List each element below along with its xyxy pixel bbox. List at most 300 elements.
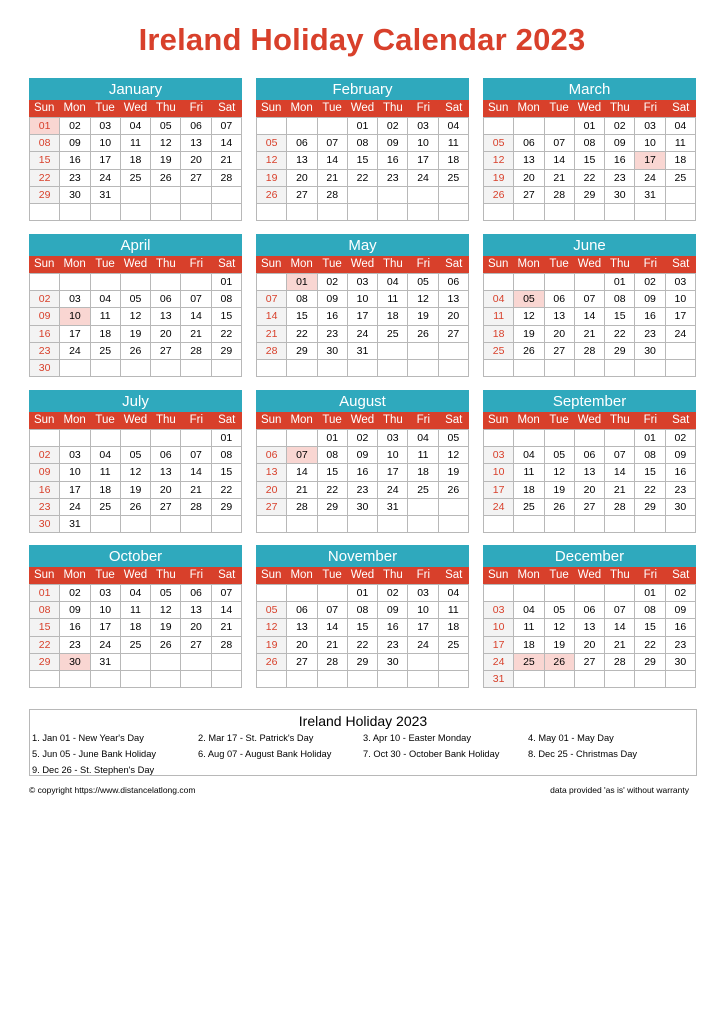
month-name: December [483,545,696,567]
week-row [257,671,469,688]
day-cell: 04 [121,118,151,135]
holiday-day-cell: 01 [287,274,317,291]
month-name: February [256,78,469,100]
week-row [30,430,242,447]
empty-day-cell [348,204,378,221]
holiday-item: 2. Mar 17 - St. Patrick's Day [198,733,314,743]
empty-day-cell [181,671,211,688]
empty-day-cell [121,671,151,688]
empty-day-cell [408,671,438,688]
day-cell: 09 [635,291,665,308]
day-cell: 17 [348,308,378,325]
day-grid [483,429,696,533]
week-row [30,447,242,464]
week-row [257,326,469,343]
day-cell: 27 [575,499,605,516]
weekday-label: Sat [218,102,236,114]
day-cell: 23 [60,170,90,187]
day-cell: 23 [348,482,378,499]
day-cell: 04 [484,291,514,308]
week-row [30,360,242,377]
day-cell: 02 [318,274,348,291]
month-name: June [483,234,696,256]
day-cell: 26 [257,654,287,671]
day-cell: 02 [60,118,90,135]
empty-day-cell [484,274,514,291]
day-cell: 19 [257,170,287,187]
empty-day-cell [181,274,211,291]
day-cell: 07 [181,447,211,464]
day-cell: 03 [60,291,90,308]
day-cell: 02 [30,291,60,308]
weekday-header [483,100,696,117]
day-cell: 07 [318,135,348,152]
empty-day-cell [378,187,408,204]
month-name: July [29,390,242,412]
weekday-label: Sun [487,258,509,270]
day-cell: 08 [348,602,378,619]
weekday-label: Sun [260,569,282,581]
day-cell: 01 [575,118,605,135]
week-row [30,118,242,135]
week-row [484,671,696,688]
day-cell: 16 [348,464,378,481]
day-cell: 22 [635,637,665,654]
day-cell: 28 [605,654,635,671]
day-cell: 20 [151,482,181,499]
weekday-label: Tue [549,102,569,114]
empty-day-cell [514,360,544,377]
day-cell: 28 [212,637,242,654]
day-cell: 07 [212,585,242,602]
empty-day-cell [151,516,181,533]
weekday-header [483,256,696,273]
day-cell: 06 [257,447,287,464]
empty-day-cell [439,499,469,516]
day-cell: 23 [318,326,348,343]
week-row [257,464,469,481]
empty-day-cell [378,343,408,360]
day-cell: 11 [378,291,408,308]
empty-day-cell [318,360,348,377]
weekday-header [29,256,242,273]
day-cell: 13 [181,602,211,619]
weekday-label: Mon [63,569,86,581]
day-cell: 11 [514,619,544,636]
empty-day-cell [287,430,317,447]
day-cell: 29 [348,654,378,671]
day-cell: 09 [60,602,90,619]
weekday-label: Sat [218,569,236,581]
holiday-item: 1. Jan 01 - New Year's Day [32,733,144,743]
day-cell: 29 [318,499,348,516]
day-cell: 23 [378,170,408,187]
empty-day-cell [181,204,211,221]
day-cell: 13 [287,152,317,169]
week-row [484,326,696,343]
day-cell: 14 [181,308,211,325]
week-row [484,343,696,360]
week-row [484,152,696,169]
day-cell: 07 [318,602,348,619]
day-cell: 18 [91,326,121,343]
day-cell: 03 [348,274,378,291]
day-cell: 14 [212,135,242,152]
day-cell: 07 [545,135,575,152]
empty-day-cell [318,585,348,602]
holiday-day-cell: 30 [60,654,90,671]
week-row [257,482,469,499]
day-cell: 17 [484,482,514,499]
day-cell: 13 [257,464,287,481]
day-cell: 26 [439,482,469,499]
empty-day-cell [514,671,544,688]
week-row [257,274,469,291]
day-cell: 30 [30,516,60,533]
day-cell: 16 [666,464,696,481]
day-cell: 14 [212,602,242,619]
day-cell: 24 [484,499,514,516]
empty-day-cell [484,430,514,447]
weekday-header [29,100,242,117]
month-november [256,545,469,688]
day-cell: 09 [605,135,635,152]
day-cell: 07 [257,291,287,308]
empty-day-cell [484,516,514,533]
day-cell: 23 [378,637,408,654]
week-row [30,152,242,169]
weekday-label: Tue [95,258,115,270]
holiday-item: 4. May 01 - May Day [528,733,614,743]
day-cell: 15 [318,464,348,481]
empty-day-cell [514,118,544,135]
day-cell: 09 [318,291,348,308]
empty-day-cell [151,430,181,447]
day-cell: 02 [378,585,408,602]
week-row [257,152,469,169]
day-cell: 08 [30,135,60,152]
day-cell: 20 [287,637,317,654]
empty-day-cell [605,360,635,377]
day-cell: 11 [91,464,121,481]
empty-day-cell [257,430,287,447]
day-cell: 21 [181,482,211,499]
day-cell: 22 [605,326,635,343]
day-cell: 28 [257,343,287,360]
week-row [257,637,469,654]
day-cell: 01 [635,430,665,447]
day-cell: 13 [514,152,544,169]
day-grid [29,429,242,533]
empty-day-cell [348,516,378,533]
day-cell: 31 [635,187,665,204]
month-name: November [256,545,469,567]
empty-day-cell [408,343,438,360]
empty-day-cell [91,516,121,533]
month-september [483,390,696,533]
weekday-label: Mon [290,258,313,270]
weekday-label: Sat [672,414,690,426]
empty-day-cell [121,204,151,221]
weekday-label: Fri [416,414,431,426]
empty-day-cell [439,654,469,671]
week-row [30,308,242,325]
day-cell: 29 [605,343,635,360]
day-cell: 21 [575,326,605,343]
day-cell: 06 [439,274,469,291]
empty-day-cell [545,516,575,533]
day-cell: 03 [484,447,514,464]
weekday-label: Wed [577,569,602,581]
day-cell: 14 [257,308,287,325]
day-cell: 13 [545,308,575,325]
day-cell: 22 [30,637,60,654]
day-cell: 05 [257,135,287,152]
week-row [484,118,696,135]
weekday-label: Thu [609,569,630,581]
day-cell: 23 [30,499,60,516]
empty-day-cell [91,430,121,447]
month-name: March [483,78,696,100]
day-cell: 28 [318,654,348,671]
day-cell: 15 [635,619,665,636]
day-cell: 26 [257,187,287,204]
day-cell: 11 [408,447,438,464]
day-cell: 10 [60,464,90,481]
day-cell: 30 [635,343,665,360]
day-cell: 09 [378,602,408,619]
day-cell: 22 [575,170,605,187]
day-cell: 20 [514,170,544,187]
empty-day-cell [212,671,242,688]
empty-day-cell [514,204,544,221]
day-cell: 26 [514,343,544,360]
day-cell: 15 [30,152,60,169]
weekday-label: Fri [416,102,431,114]
day-cell: 16 [30,482,60,499]
day-cell: 01 [635,585,665,602]
day-cell: 02 [635,274,665,291]
day-cell: 03 [91,118,121,135]
day-cell: 08 [212,447,242,464]
day-cell: 29 [635,499,665,516]
day-cell: 31 [378,499,408,516]
empty-day-cell [287,360,317,377]
day-cell: 21 [545,170,575,187]
week-row [257,308,469,325]
day-cell: 15 [348,619,378,636]
day-cell: 15 [575,152,605,169]
day-cell: 15 [287,308,317,325]
day-cell: 24 [348,326,378,343]
month-name: January [29,78,242,100]
day-cell: 16 [378,152,408,169]
weekday-label: Sat [672,569,690,581]
day-cell: 01 [318,430,348,447]
weekday-label: Tue [95,414,115,426]
day-cell: 14 [575,308,605,325]
week-row [30,326,242,343]
empty-day-cell [635,671,665,688]
day-cell: 10 [484,619,514,636]
day-cell: 08 [348,135,378,152]
weekday-label: Wed [350,414,375,426]
day-cell: 08 [287,291,317,308]
month-name: August [256,390,469,412]
empty-day-cell [318,671,348,688]
day-cell: 02 [666,585,696,602]
empty-day-cell [151,187,181,204]
empty-day-cell [287,671,317,688]
day-cell: 25 [484,343,514,360]
day-cell: 23 [30,343,60,360]
day-cell: 07 [212,118,242,135]
week-row [30,274,242,291]
week-row [257,585,469,602]
holiday-day-cell: 10 [60,308,90,325]
day-cell: 21 [605,482,635,499]
day-cell: 19 [514,326,544,343]
empty-day-cell [575,360,605,377]
day-cell: 30 [348,499,378,516]
day-cell: 22 [212,482,242,499]
day-cell: 03 [408,118,438,135]
holiday-day-cell: 26 [545,654,575,671]
day-cell: 31 [348,343,378,360]
empty-day-cell [121,360,151,377]
day-cell: 19 [257,637,287,654]
day-cell: 29 [635,654,665,671]
day-grid [483,273,696,377]
holiday-day-cell: 05 [514,291,544,308]
empty-day-cell [484,585,514,602]
day-grid [29,117,242,221]
empty-day-cell [287,516,317,533]
day-cell: 07 [181,291,211,308]
empty-day-cell [60,274,90,291]
week-row [484,464,696,481]
empty-day-cell [484,360,514,377]
page-title: Ireland Holiday Calendar 2023 [138,22,586,57]
day-cell: 15 [635,464,665,481]
week-row [484,637,696,654]
weekday-label: Wed [577,414,602,426]
week-row [257,602,469,619]
disclaimer-text: data provided 'as is' without warranty [550,785,689,795]
day-cell: 25 [91,343,121,360]
day-cell: 12 [514,308,544,325]
day-cell: 29 [212,499,242,516]
empty-day-cell [257,671,287,688]
day-cell: 19 [484,170,514,187]
day-cell: 06 [151,447,181,464]
day-cell: 18 [121,619,151,636]
empty-day-cell [575,204,605,221]
day-cell: 01 [348,585,378,602]
day-cell: 22 [348,170,378,187]
empty-day-cell [151,654,181,671]
empty-day-cell [318,204,348,221]
holiday-day-cell: 17 [635,152,665,169]
empty-day-cell [635,204,665,221]
empty-day-cell [212,204,242,221]
day-cell: 23 [666,637,696,654]
weekday-label: Fri [416,569,431,581]
empty-day-cell [30,430,60,447]
week-row [484,170,696,187]
week-row [257,204,469,221]
day-cell: 04 [514,447,544,464]
day-cell: 19 [408,308,438,325]
empty-day-cell [212,187,242,204]
day-cell: 05 [151,118,181,135]
weekday-label: Mon [517,258,540,270]
empty-day-cell [91,671,121,688]
day-cell: 28 [212,170,242,187]
day-cell: 28 [181,499,211,516]
day-cell: 11 [439,135,469,152]
day-cell: 11 [121,602,151,619]
day-cell: 07 [605,602,635,619]
day-cell: 12 [257,152,287,169]
weekday-label: Mon [63,102,86,114]
weekday-label: Tue [322,414,342,426]
empty-day-cell [545,118,575,135]
weekday-label: Sat [445,258,463,270]
empty-day-cell [484,204,514,221]
weekday-label: Wed [123,414,148,426]
day-grid [256,117,469,221]
empty-day-cell [575,430,605,447]
empty-day-cell [212,654,242,671]
day-cell: 14 [605,464,635,481]
day-cell: 12 [439,447,469,464]
weekday-label: Mon [63,414,86,426]
day-cell: 05 [257,602,287,619]
day-cell: 18 [666,152,696,169]
day-cell: 04 [91,447,121,464]
day-cell: 14 [181,464,211,481]
day-cell: 06 [287,602,317,619]
day-cell: 14 [318,619,348,636]
week-row [30,671,242,688]
empty-day-cell [60,360,90,377]
day-cell: 11 [484,308,514,325]
holiday-item: 9. Dec 26 - St. Stephen's Day [32,765,155,775]
day-cell: 24 [91,170,121,187]
day-cell: 30 [666,499,696,516]
day-cell: 02 [666,430,696,447]
day-cell: 01 [212,274,242,291]
week-row [30,516,242,533]
day-cell: 13 [151,308,181,325]
day-cell: 18 [378,308,408,325]
empty-day-cell [635,516,665,533]
week-row [30,187,242,204]
day-cell: 30 [60,187,90,204]
day-cell: 02 [378,118,408,135]
day-cell: 31 [91,187,121,204]
day-cell: 17 [408,619,438,636]
day-cell: 01 [348,118,378,135]
day-cell: 04 [408,430,438,447]
weekday-label: Fri [189,414,204,426]
weekday-label: Thu [609,414,630,426]
week-row [257,360,469,377]
empty-day-cell [408,187,438,204]
day-cell: 12 [545,464,575,481]
day-cell: 30 [30,360,60,377]
